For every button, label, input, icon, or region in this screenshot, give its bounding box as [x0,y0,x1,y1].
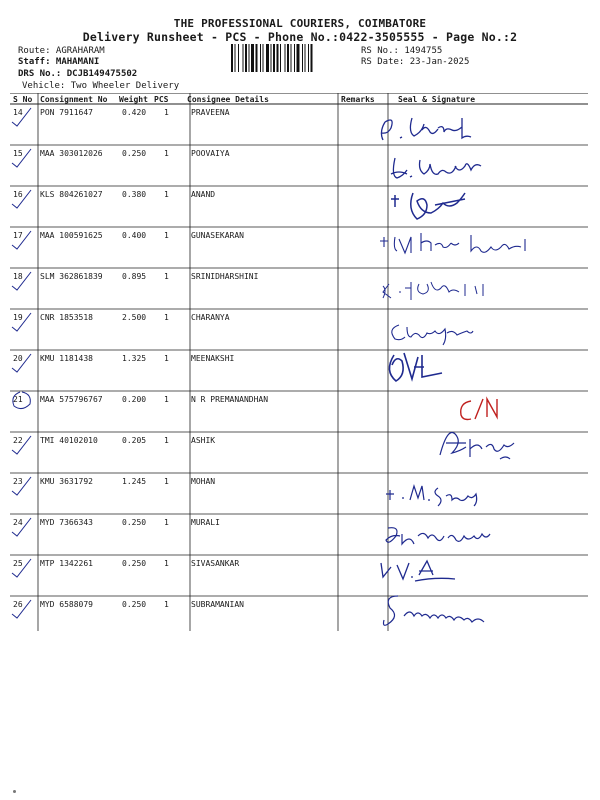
row-consignee: MURALI [191,518,220,527]
row-pcs: 1 [164,149,169,158]
row-consignment-no: MYD 6588079 [40,600,93,609]
row-sno: 23 [13,477,23,486]
row-sno: 18 [13,272,23,281]
row-consignee: POOVAIYA [191,149,230,158]
row-consignee: SRINIDHARSHINI [191,272,259,281]
row-sno: 22 [13,436,23,445]
signature-row-15 [385,150,495,185]
row-consignment-no: KMU 3631792 [40,477,93,486]
signature-row-25 [375,555,485,585]
row-consignment-no: KLS 804261027 [40,190,103,199]
row-weight: 1.245 [122,477,147,486]
row-weight: 0.250 [122,600,147,609]
row-pcs: 1 [164,600,169,609]
row-pcs: 1 [164,354,169,363]
row-consignee: SIVASANKAR [191,559,240,568]
col-header-seal-signature: Seal & Signature [398,95,476,104]
row-consignment-no: MYD 7366343 [40,518,93,527]
row-weight: 0.200 [122,395,147,404]
signature-row-17 [375,225,555,260]
row-consignment-no: KMU 1181438 [40,354,93,363]
route-label: Route: AGRAHARAM [18,46,105,56]
row-weight: 2.500 [122,313,147,322]
row-sno: 24 [13,518,23,527]
row-pcs: 1 [164,313,169,322]
row-consignee: CHARANYA [191,313,230,322]
row-consignment-no: MAA 303012026 [40,149,103,158]
row-weight: 0.895 [122,272,147,281]
row-consignee: MEENAKSHI [191,354,235,363]
col-header-sno: S No [13,95,33,104]
row-consignment-no: MAA 100591625 [40,231,103,240]
row-pcs: 1 [164,231,169,240]
row-consignment-no: TMI 40102010 [40,436,98,445]
row-pcs: 1 [164,190,169,199]
row-weight: 0.250 [122,559,147,568]
row-weight: 0.400 [122,231,147,240]
signature-row-20 [380,345,460,390]
signature-row-24 [378,518,508,553]
row-consignment-no: MTP 1342261 [40,559,93,568]
drs-label: DRS No.: DCJB149475502 [18,69,138,79]
signature-row-23 [380,480,510,510]
row-sno: 16 [13,190,23,199]
row-consignee: ASHIK [191,436,216,445]
col-header-pcs: PCS [154,95,169,104]
row-sno: 15 [13,149,23,158]
signature-row-22 [430,425,530,470]
row-weight: 0.250 [122,518,147,527]
row-sno: 20 [13,354,23,363]
remark-cn-row-21 [455,395,505,425]
signature-row-18 [375,270,505,305]
signature-row-16 [385,185,485,230]
company-title: THE PROFESSIONAL COURIERS, COIMBATORE [173,17,427,30]
signature-row-26 [380,590,510,635]
row-weight: 1.325 [122,354,147,363]
runsheet-subtitle: Delivery Runsheet - PCS - Phone No.:0422-3505555 - Page No.:2 [82,30,518,44]
col-header-consignment: Consignment No [40,95,108,104]
row-weight: 0.205 [122,436,147,445]
row-pcs: 1 [164,477,169,486]
col-header-consignee: Consignee Details [187,95,269,104]
rs-date: RS Date: 23-Jan-2025 [361,57,470,67]
row-consignee: SUBRAMANIAN [191,600,244,609]
row-sno: 21 [13,395,23,404]
row-consignee: GUNASEKARAN [191,231,244,240]
row-consignment-no: CNR 1853518 [40,313,93,322]
row-sno: 14 [13,108,23,117]
row-weight: 0.420 [122,108,147,117]
row-consignee: PRAVEENA [191,108,230,117]
row-sno: 17 [13,231,23,240]
row-sno: 25 [13,559,23,568]
row-consignment-no: SLM 362861839 [40,272,103,281]
col-header-remarks: Remarks [341,95,375,104]
row-pcs: 1 [164,272,169,281]
row-pcs: 1 [164,108,169,117]
row-consignment-no: MAA 575796767 [40,395,103,404]
col-header-weight: Weight [119,95,148,104]
row-consignee: ANAND [191,190,216,199]
row-sno: 26 [13,600,23,609]
scan-speck [13,790,16,793]
row-consignee: MOHAN [191,477,216,486]
row-pcs: 1 [164,436,169,445]
row-consignment-no: PON 7911647 [40,108,93,117]
row-sno: 19 [13,313,23,322]
signature-row-14 [370,110,500,150]
row-pcs: 1 [164,559,169,568]
barcode [231,44,353,72]
row-consignee: N R PREMANANDHAN [191,395,269,404]
row-weight: 0.250 [122,149,147,158]
row-pcs: 1 [164,395,169,404]
row-pcs: 1 [164,518,169,527]
row-weight: 0.380 [122,190,147,199]
rs-number: RS No.: 1494755 [361,46,443,56]
vehicle-label: Vehicle: Two Wheeler Delivery [22,81,180,91]
staff-label: Staff: MAHAMANI [18,57,100,67]
